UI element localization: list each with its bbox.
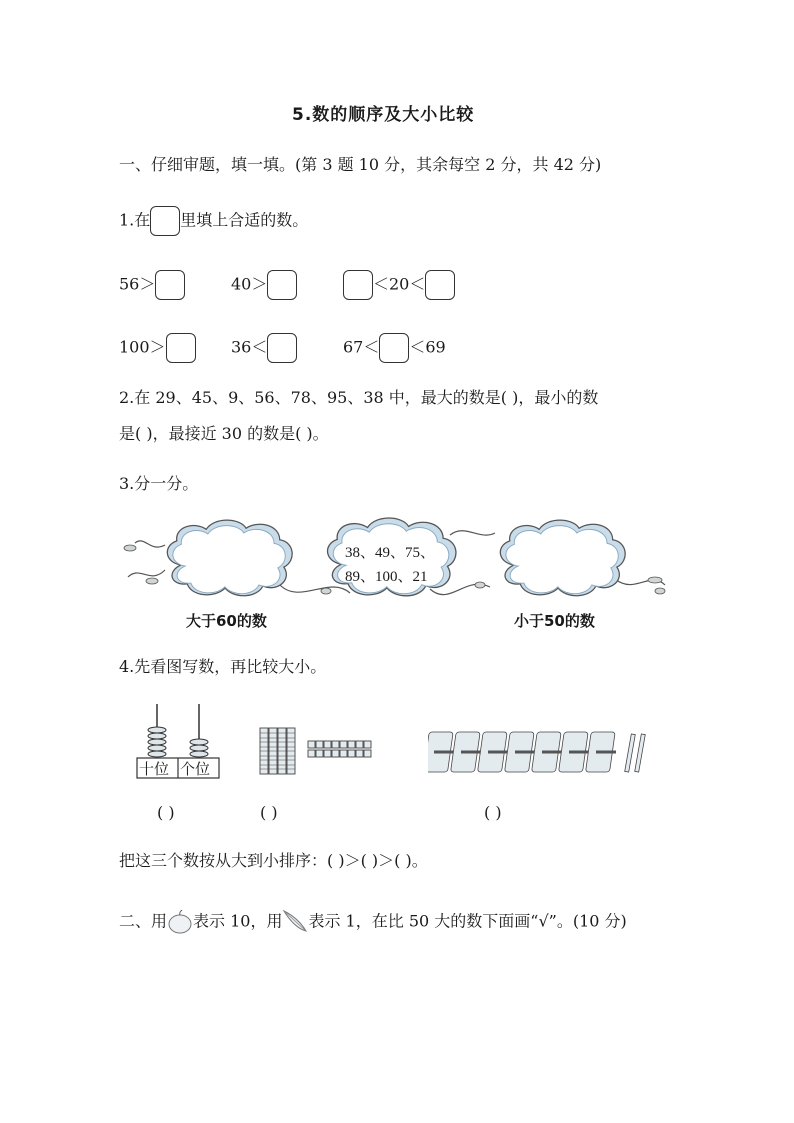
q1-row2-c: 67＜ ＜69 xyxy=(343,333,446,363)
answer-box[interactable] xyxy=(343,270,373,300)
q4-heading: 4.先看图写数，再比较大小。 xyxy=(119,657,327,676)
label-greater-than-60: 大于60的数 xyxy=(186,612,267,630)
answer-box[interactable] xyxy=(166,333,196,363)
answer-blank-abacus[interactable]: ( ) xyxy=(157,803,175,822)
answer-box[interactable] xyxy=(379,333,409,363)
answer-blank-sticks[interactable]: ( ) xyxy=(484,803,502,822)
q2-line1: 2.在 29、45、9、56、78、95、38 中，最大的数是( )，最小的数 xyxy=(119,388,599,407)
section1-heading: 一、仔细审题，填一填。(第 3 题 10 分，其余每空 2 分，共 42 分) xyxy=(119,155,602,174)
feather-icon xyxy=(282,909,308,935)
q1-row1-c: ＜20＜ xyxy=(343,270,455,300)
abacus-tens-label: 十位 xyxy=(139,760,170,778)
stick-bundles-icon xyxy=(428,726,658,778)
answer-box[interactable] xyxy=(267,270,297,300)
answer-box[interactable] xyxy=(425,270,455,300)
apple-icon xyxy=(167,910,193,934)
answer-box[interactable] xyxy=(267,333,297,363)
abacus-ones-label: 个位 xyxy=(180,760,211,778)
cloud-numbers-line2: 89、100、21 xyxy=(345,569,428,585)
section2-heading: 二、用 表示 10，用 表示 1，在比 50 大的数下面画“√”。(10 分) xyxy=(119,909,627,935)
cloud-numbers-line1: 38、49、75、 xyxy=(345,545,436,561)
q3-heading: 3.分一分。 xyxy=(119,474,199,493)
answer-box[interactable] xyxy=(155,270,185,300)
cloud-left-icon xyxy=(167,520,292,596)
q2-line2: 是( )，最接近 30 的数是( )。 xyxy=(119,424,329,443)
answer-blank-blocks[interactable]: ( ) xyxy=(260,803,278,822)
q1-row1-a: 56＞ xyxy=(119,270,185,300)
base-ten-blocks-icon xyxy=(258,726,378,778)
label-less-than-50: 小于50的数 xyxy=(514,612,595,630)
q1-row2-b: 36＜ xyxy=(231,333,297,363)
q4-sort-line: 把这三个数按从大到小排序：( )＞( )＞( )。 xyxy=(119,851,428,870)
example-box xyxy=(150,206,180,236)
page-title: 5.数的顺序及大小比较 xyxy=(292,105,475,125)
cloud-right-icon xyxy=(500,520,625,596)
q1-row1-b: 40＞ xyxy=(231,270,297,300)
q1-instruction: 1.在 里填上合适的数。 xyxy=(119,206,308,236)
q1-row2-a: 100＞ xyxy=(119,333,196,363)
